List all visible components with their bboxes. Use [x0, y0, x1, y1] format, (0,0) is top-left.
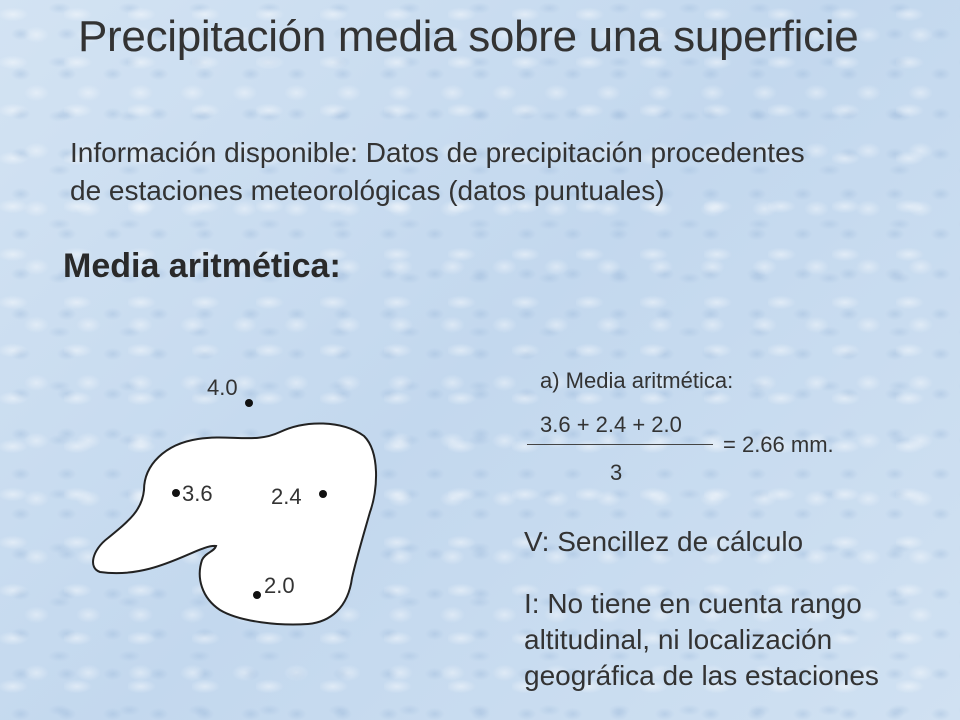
catchment-area-outline — [93, 423, 376, 624]
section-heading: Media aritmética: — [63, 247, 341, 285]
formula-denominator: 3 — [610, 460, 623, 485]
disadvantage-line-1: I: No tiene en cuenta rango — [524, 588, 862, 619]
formula-numerator: 3.6 + 2.4 + 2.0 — [540, 412, 682, 437]
intro-line-1: Información disponible: Datos de precipitación procedentes — [70, 137, 805, 168]
station-point-3-6 — [172, 489, 180, 497]
intro-text — [70, 134, 930, 210]
fraction-bar — [527, 444, 713, 445]
disadvantage-text — [524, 586, 944, 694]
station-label-2-0: 2.0 — [264, 573, 295, 598]
formula-result: = 2.66 mm. — [723, 432, 834, 457]
station-label-2-4: 2.4 — [271, 484, 302, 509]
catchment-svg — [80, 360, 400, 660]
slide-title: Precipitación media sobre una superficie — [78, 12, 859, 61]
station-point-2-0 — [253, 591, 261, 599]
station-label-4-0: 4.0 — [207, 375, 238, 400]
formula-heading: a) Media aritmética: — [540, 368, 734, 393]
disadvantage-line-3: geográfica de las estaciones — [524, 660, 879, 691]
station-point-2-4 — [319, 490, 327, 498]
advantage-text: V: Sencillez de cálculo — [524, 526, 804, 557]
intro-line-2: de estaciones meteorológicas (datos puntuales) — [70, 175, 665, 206]
station-label-3-6: 3.6 — [182, 481, 213, 506]
catchment-diagram — [80, 360, 400, 660]
disadvantage-line-2: altitudinal, ni localización — [524, 624, 833, 655]
station-point-4-0 — [245, 399, 253, 407]
